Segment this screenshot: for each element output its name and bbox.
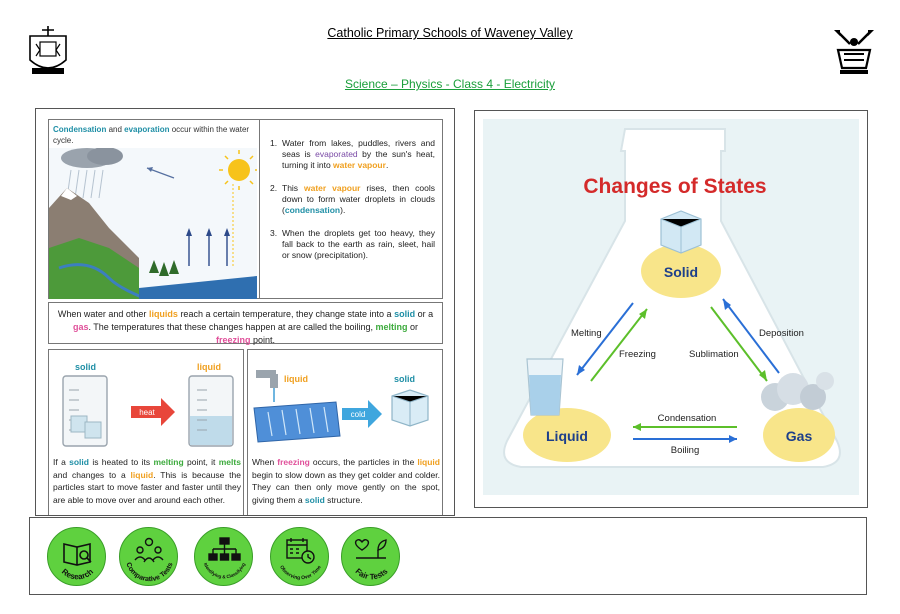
cold-label: cold	[350, 410, 366, 419]
svg-text:Research	[60, 567, 95, 581]
plant-heart-icon	[356, 540, 386, 558]
svg-text:Comparative Tests	[124, 562, 174, 584]
intro-text-part: . The temperatures that these changes happen at are called the boiling,	[88, 322, 376, 332]
step-text-part: This	[282, 183, 304, 193]
skill-label: Comparative Tests	[124, 561, 175, 584]
water-cycle-steps	[259, 120, 443, 298]
melting-text-melting: melting	[153, 457, 184, 467]
label-deposition: Deposition	[759, 328, 804, 339]
freezing-panel	[247, 349, 443, 516]
label-melting: Melting	[571, 328, 602, 339]
step-text-part: rises, then cools down to form water droplets in clouds (	[282, 183, 435, 215]
hierarchy-icon	[209, 538, 240, 560]
water-cycle-step	[270, 228, 435, 261]
label-condensation: Condensation	[657, 413, 717, 424]
step-number: 2.	[270, 183, 278, 193]
melting-explanation	[53, 456, 241, 506]
state-gas: Gas	[785, 428, 813, 444]
heat-label: heat	[139, 408, 155, 417]
state-solid: Solid	[663, 264, 699, 280]
intro-text-part: or a	[415, 309, 434, 319]
glass-of-water-icon	[527, 359, 563, 415]
freezing-text-part: occurs, the particles in the	[309, 457, 418, 467]
melting-text-liquid: liquid	[130, 469, 154, 480]
book-search-icon	[64, 544, 91, 565]
freezing-text-freezing: freezing	[277, 457, 310, 467]
step-number: 1.	[270, 138, 278, 148]
caption-rest: occur within the water cycle.	[53, 125, 250, 145]
step-text-part: When the droplets get too heavy, they fall back to the earth as rain, sleet, hail or snow (	[282, 228, 435, 260]
skill-label: Observing Over Time	[278, 564, 323, 582]
skill-label: Identifying & Classifying	[202, 562, 247, 580]
heat-arrow-icon	[131, 398, 175, 426]
label-solid: solid	[394, 374, 416, 384]
melting-text-solid: solid	[69, 457, 89, 467]
step-text-part: Water from lakes, puddles, rivers and seas is	[282, 138, 435, 159]
change-of-state-intro	[48, 302, 443, 344]
intro-text-part: When water and other	[57, 309, 149, 319]
people-compare-icon	[135, 539, 163, 563]
step-text-part: ).	[362, 250, 369, 260]
melting-text-part: is heated to its	[88, 457, 154, 467]
freezing-explanation	[252, 456, 440, 506]
water-cycle-caption	[53, 124, 258, 146]
step-text-water-vapour: water vapour	[304, 183, 361, 193]
step-text-part: by the sun's heat, turning it into	[282, 149, 435, 170]
beaker-water-icon	[189, 376, 233, 446]
water-cycle-step	[270, 183, 435, 216]
skill-label: Research	[59, 567, 96, 582]
freezing-text-part: begin to slow down as they get colder and colder. They can then only move gently on the spot, giving them a	[252, 469, 440, 505]
skill-fair-tests-badge	[341, 527, 400, 586]
freezing-text-part: structure.	[324, 494, 363, 505]
caption-and: and	[106, 125, 125, 134]
step-text-water-vapour: water vapour	[333, 160, 386, 170]
intro-solid: solid	[394, 309, 416, 319]
melting-illustration	[49, 350, 245, 454]
caption-evaporation: evaporation	[124, 125, 170, 134]
ice-cube-icon	[661, 211, 701, 253]
svg-text:Fair Tests	[354, 566, 390, 581]
label-boiling: Boiling	[670, 445, 700, 456]
water-cycle-box	[48, 119, 443, 299]
step-text-part: .	[385, 160, 389, 170]
label-liquid: liquid	[197, 362, 221, 372]
label-freezing: Freezing	[619, 349, 656, 360]
melting-text-part: If a	[53, 457, 70, 467]
tap-icon	[256, 370, 278, 402]
melting-text-part: point, it	[183, 457, 219, 467]
step-text-condensation: condensation	[284, 205, 341, 215]
step-text-part: ).	[340, 205, 346, 215]
label-sublimation: Sublimation	[689, 349, 739, 360]
intro-freezing: freezing	[215, 335, 251, 345]
calendar-clock-icon	[287, 538, 314, 563]
label-solid: solid	[75, 362, 97, 372]
water-cycle-step	[270, 138, 435, 171]
freezing-illustration	[248, 350, 444, 454]
intro-text-part: or	[407, 322, 419, 332]
intro-melting: melting	[375, 322, 408, 332]
skill-identifying-classifying-badge	[194, 527, 253, 586]
school-title: Catholic Primary Schools of Waveney Valley	[327, 26, 573, 40]
svg-text:Observing Over Time	[278, 564, 323, 581]
ice-cube-icon	[392, 390, 428, 426]
skill-label: Fair Tests	[353, 566, 390, 582]
skill-research-badge	[47, 527, 106, 586]
caption-condensation: Condensation	[53, 125, 107, 134]
intro-text-part: point.	[250, 335, 276, 345]
freezing-text-part: When	[252, 457, 278, 467]
beaker-ice-icon	[63, 376, 107, 446]
step-text	[282, 228, 435, 261]
step-text	[282, 183, 435, 216]
melting-text-part: . This is because the particles start to move faster and faster until they are able to move over and around each other.	[53, 469, 241, 505]
cold-arrow-icon	[342, 400, 382, 428]
skill-observing-over-time-badge	[270, 527, 329, 586]
step-text	[282, 138, 435, 171]
changes-of-states-diagram	[475, 111, 869, 509]
diagram-title: Changes of States	[583, 175, 767, 198]
scientific-skills-panel	[29, 517, 867, 595]
melting-text-melts: melts	[218, 457, 241, 467]
melting-panel	[48, 349, 244, 516]
step-number: 3.	[270, 228, 278, 238]
states-of-matter-panel	[35, 108, 455, 516]
svg-text:Identifying & Classifying	[203, 562, 246, 579]
step-text-precipitation: precipitation	[316, 250, 363, 260]
water-cycle-illustration	[49, 148, 257, 299]
skill-comparative-tests-badge	[119, 527, 178, 586]
subject-title: Science – Physics - Class 4 - Electricity	[344, 77, 556, 91]
label-liquid: liquid	[284, 374, 308, 384]
school-crest-right-icon	[830, 28, 878, 76]
melting-text-part: and changes to a	[53, 469, 131, 480]
freezing-text-liquid: liquid	[417, 457, 440, 467]
freezing-text-solid: solid	[304, 494, 325, 505]
changes-of-states-panel	[474, 110, 868, 508]
intro-gas: gas	[72, 322, 89, 332]
intro-text-part: reach a certain temperature, they change state into a	[177, 309, 395, 319]
step-text-evaporated: evaporated	[315, 149, 358, 159]
state-liquid: Liquid	[546, 428, 588, 444]
ice-tray-icon	[254, 402, 340, 442]
intro-liquids: liquids	[148, 309, 178, 319]
